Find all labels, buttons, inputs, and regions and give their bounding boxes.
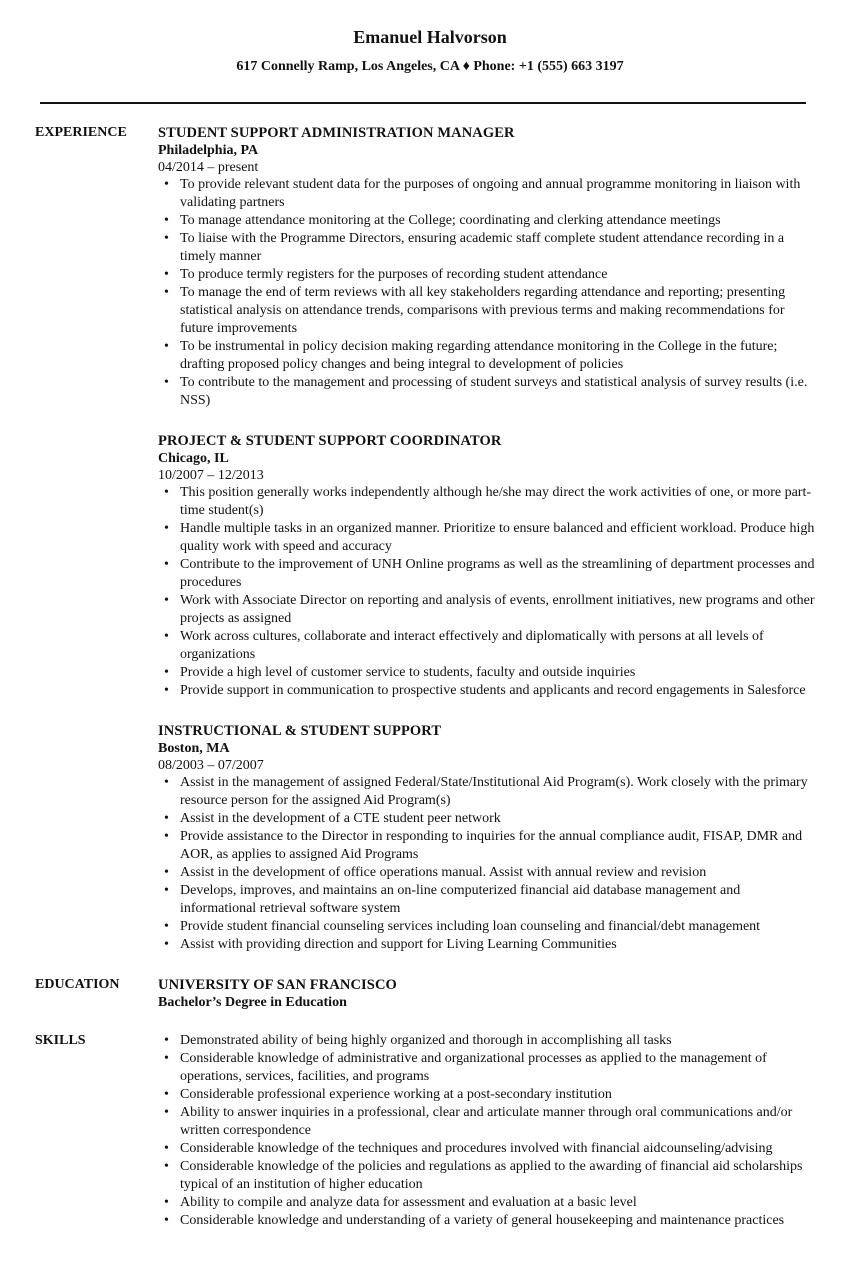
job-dates: 08/2003 – 07/2007 bbox=[158, 758, 264, 773]
job-entry bbox=[158, 722, 818, 954]
resume-content bbox=[0, 124, 860, 1230]
bullet-item: • Provide assistance to the Director in responding to inquiries for the annual compliance audit, FISAP, DMR and AOR, as applies to assigned Aid Programs bbox=[158, 828, 818, 864]
bullet-item: • Handle multiple tasks in an organized manner. Prioritize to ensure balanced and efficient workload. Produce high quality work with speed and accuracy bbox=[158, 520, 818, 556]
skill-item: • Considerable professional experience working at a post-secondary institution bbox=[158, 1086, 818, 1104]
bullet-item: • Assist in the management of assigned Federal/State/Institutional Aid Program(s). Work closely with the primary resource person for the assigned Aid Program(s) bbox=[158, 774, 818, 810]
header-divider bbox=[40, 102, 806, 104]
skills-section bbox=[0, 1032, 860, 1230]
job-title: STUDENT SUPPORT ADMINISTRATION MANAGER bbox=[158, 125, 515, 141]
job-title: INSTRUCTIONAL & STUDENT SUPPORT bbox=[158, 723, 442, 739]
bullet-item: • To liaise with the Programme Directors, ensuring academic staff complete student attendance recording in a timely manner bbox=[158, 230, 818, 266]
job-title: PROJECT & STUDENT SUPPORT COORDINATOR bbox=[158, 433, 502, 449]
education-body bbox=[158, 976, 818, 1012]
job-entry bbox=[158, 124, 818, 410]
job-bullets bbox=[158, 176, 818, 410]
experience-section bbox=[0, 124, 860, 954]
skill-item: • Ability to compile and analyze data for assessment and evaluation at a basic level bbox=[158, 1194, 818, 1212]
skill-item: • Considerable knowledge and understanding of a variety of general housekeeping and maintenance practices bbox=[158, 1212, 818, 1230]
bullet-item: • Contribute to the improvement of UNH Online programs as well as the streamlining of department processes and procedures bbox=[158, 556, 818, 592]
skill-item: • Considerable knowledge of administrative and organizational processes as applied to the management of operations, services, facilities, and programs bbox=[158, 1050, 818, 1086]
job-entry bbox=[158, 432, 818, 700]
bullet-item: • Work with Associate Director on reporting and analysis of events, enrollment initiatives, new programs and other projects as assigned bbox=[158, 592, 818, 628]
bullet-item: • This position generally works independently although he/she may direct the work activities of one, or more part-time student(s) bbox=[158, 484, 818, 520]
section-label-skills: SKILLS bbox=[35, 1033, 86, 1048]
bullet-item: • Develops, improves, and maintains an on-line computerized financial aid database management and informational retrieval software system bbox=[158, 882, 818, 918]
skills-list bbox=[158, 1032, 818, 1230]
skill-item: • Considerable knowledge of the policies and regulations as applied to the awarding of financial aid scholarships typical of an institution of higher education bbox=[158, 1158, 818, 1194]
degree: Bachelor’s Degree in Education bbox=[158, 995, 347, 1010]
section-label-experience: EXPERIENCE bbox=[35, 125, 127, 140]
skill-item: • Considerable knowledge of the techniques and procedures involved with financial aidcounseling/advising bbox=[158, 1140, 818, 1158]
school-name: UNIVERSITY OF SAN FRANCISCO bbox=[158, 977, 397, 993]
bullet-item: • To produce termly registers for the purposes of recording student attendance bbox=[158, 266, 818, 284]
candidate-name: Emanuel Halvorson bbox=[353, 27, 507, 47]
bullet-item: • To manage attendance monitoring at the College; coordinating and clerking attendance meetings bbox=[158, 212, 818, 230]
job-dates: 10/2007 – 12/2013 bbox=[158, 468, 264, 483]
experience-body bbox=[158, 124, 818, 954]
education-section bbox=[0, 976, 860, 1012]
resume-header bbox=[0, 26, 860, 76]
bullet-item: • To be instrumental in policy decision making regarding attendance monitoring in the College in the future; drafting proposed policy changes and being integral to development of policies bbox=[158, 338, 818, 374]
contact-line: 617 Connelly Ramp, Los Angeles, CA ♦ Phone: +1 (555) 663 3197 bbox=[236, 59, 624, 74]
bullet-item: • To manage the end of term reviews with all key stakeholders regarding attendance and reporting; presenting statistical analysis on attendance trends, comparisons with previous terms and making recommendations for future improvements bbox=[158, 284, 818, 338]
job-bullets bbox=[158, 484, 818, 700]
bullet-item: • Assist in the development of a CTE student peer network bbox=[158, 810, 818, 828]
skill-item: • Ability to answer inquiries in a professional, clear and articulate manner through oral communications and/or written correspondence bbox=[158, 1104, 818, 1140]
bullet-item: • Assist with providing direction and support for Living Learning Communities bbox=[158, 936, 818, 954]
job-dates: 04/2014 – present bbox=[158, 160, 259, 175]
job-location: Chicago, IL bbox=[158, 451, 229, 466]
bullet-item: • Provide support in communication to prospective students and applicants and record engagements in Salesforce bbox=[158, 682, 818, 700]
bullet-item: • Provide a high level of customer service to students, faculty and outside inquiries bbox=[158, 664, 818, 682]
bullet-item: • To provide relevant student data for the purposes of ongoing and annual programme monitoring in liaison with validating partners bbox=[158, 176, 818, 212]
bullet-item: • Assist in the development of office operations manual. Assist with annual review and revision bbox=[158, 864, 818, 882]
section-label-education: EDUCATION bbox=[35, 977, 120, 992]
job-bullets bbox=[158, 774, 818, 954]
bullet-item: • Work across cultures, collaborate and interact effectively and diplomatically with persons at all levels of organizations bbox=[158, 628, 818, 664]
skill-item: • Demonstrated ability of being highly organized and thorough in accomplishing all tasks bbox=[158, 1032, 818, 1050]
skills-body bbox=[158, 1032, 818, 1230]
job-location: Philadelphia, PA bbox=[158, 143, 259, 158]
job-location: Boston, MA bbox=[158, 741, 230, 756]
bullet-item: • To contribute to the management and processing of student surveys and statistical analysis of survey results (i.e. NSS) bbox=[158, 374, 818, 410]
bullet-item: • Provide student financial counseling services including loan counseling and financial/debt management bbox=[158, 918, 818, 936]
